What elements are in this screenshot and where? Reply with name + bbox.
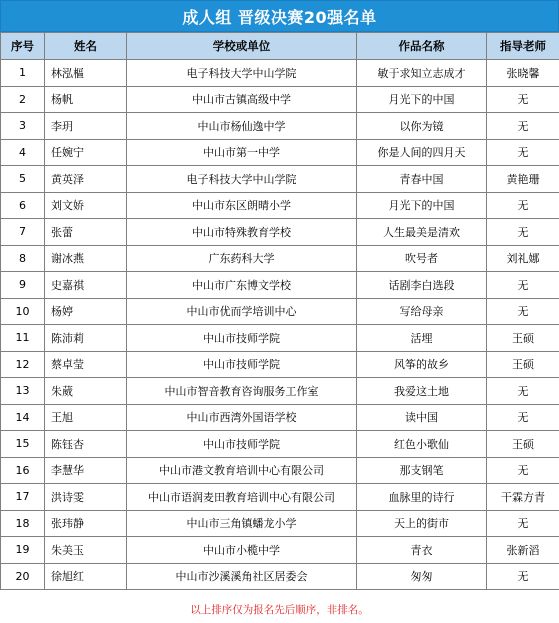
cell-name: 黄英泽 [45, 166, 127, 193]
cell-teacher: 张晓馨 [487, 60, 559, 87]
cell-work-title: 活埋 [357, 325, 487, 352]
cell-work-title: 月光下的中国 [357, 192, 487, 219]
cell-name: 史嘉祺 [45, 272, 127, 299]
cell-teacher: 张新滔 [487, 537, 559, 564]
cell-school: 中山市技师学院 [127, 351, 357, 378]
cell-school: 中山市优而学培训中心 [127, 298, 357, 325]
cell-teacher: 无 [487, 298, 559, 325]
header-school: 学校或单位 [127, 33, 357, 60]
sheet-title: 成人组 晋级决赛20强名单 [0, 0, 559, 32]
table-row [1, 298, 559, 325]
cell-work-title: 风筝的故乡 [357, 351, 487, 378]
table-row [1, 60, 559, 87]
cell-work-title: 人生最美是清欢 [357, 219, 487, 246]
cell-index: 8 [1, 245, 45, 272]
cell-index: 11 [1, 325, 45, 352]
table-row [1, 378, 559, 405]
cell-teacher: 干霖方青 [487, 484, 559, 511]
cell-teacher: 王硕 [487, 325, 559, 352]
cell-teacher: 刘礼娜 [487, 245, 559, 272]
cell-name: 张玮静 [45, 510, 127, 537]
cell-index: 13 [1, 378, 45, 405]
cell-work-title: 匆匆 [357, 563, 487, 590]
table-row [1, 510, 559, 537]
cell-school: 中山市东区朗晴小学 [127, 192, 357, 219]
cell-index: 17 [1, 484, 45, 511]
cell-teacher: 黄艳珊 [487, 166, 559, 193]
cell-school: 中山市西湾外国语学校 [127, 404, 357, 431]
cell-index: 20 [1, 563, 45, 590]
cell-name: 陈沛莉 [45, 325, 127, 352]
table-row [1, 484, 559, 511]
cell-school: 中山市技师学院 [127, 325, 357, 352]
cell-name: 朱葳 [45, 378, 127, 405]
cell-school: 中山市古镇高级中学 [127, 86, 357, 113]
cell-work-title: 读中国 [357, 404, 487, 431]
cell-teacher: 无 [487, 86, 559, 113]
cell-name: 李慧华 [45, 457, 127, 484]
cell-index: 3 [1, 113, 45, 140]
cell-index: 6 [1, 192, 45, 219]
cell-work-title: 以你为镜 [357, 113, 487, 140]
cell-name: 徐旭红 [45, 563, 127, 590]
cell-work-title: 血脉里的诗行 [357, 484, 487, 511]
table-row [1, 351, 559, 378]
table-row [1, 272, 559, 299]
cell-school: 电子科技大学中山学院 [127, 166, 357, 193]
cell-teacher: 无 [487, 219, 559, 246]
cell-name: 蔡卓莹 [45, 351, 127, 378]
cell-work-title: 青春中国 [357, 166, 487, 193]
cell-name: 任婉宁 [45, 139, 127, 166]
table-row [1, 86, 559, 113]
cell-teacher: 无 [487, 272, 559, 299]
table-row [1, 139, 559, 166]
cell-work-title: 写给母亲 [357, 298, 487, 325]
cell-index: 19 [1, 537, 45, 564]
cell-school: 中山市港文教育培训中心有限公司 [127, 457, 357, 484]
cell-name: 王旭 [45, 404, 127, 431]
header-work-title: 作品名称 [357, 33, 487, 60]
cell-index: 7 [1, 219, 45, 246]
header-row [1, 33, 559, 60]
cell-name: 杨帆 [45, 86, 127, 113]
cell-school: 中山市小榄中学 [127, 537, 357, 564]
cell-work-title: 那支钢笔 [357, 457, 487, 484]
cell-work-title: 天上的街市 [357, 510, 487, 537]
cell-teacher: 无 [487, 563, 559, 590]
table-row [1, 431, 559, 458]
table-row [1, 537, 559, 564]
cell-name: 陈钰杏 [45, 431, 127, 458]
cell-name: 刘文娇 [45, 192, 127, 219]
header-teacher: 指导老师 [487, 33, 559, 60]
cell-school: 电子科技大学中山学院 [127, 60, 357, 87]
cell-school: 广东药科大学 [127, 245, 357, 272]
table-row [1, 219, 559, 246]
cell-school: 中山市广东博文学校 [127, 272, 357, 299]
cell-school: 中山市智音教育咨询服务工作室 [127, 378, 357, 405]
table-row [1, 245, 559, 272]
cell-index: 5 [1, 166, 45, 193]
cell-teacher: 无 [487, 378, 559, 405]
cell-name: 杨婷 [45, 298, 127, 325]
cell-index: 18 [1, 510, 45, 537]
table-row [1, 404, 559, 431]
header-index: 序号 [1, 33, 45, 60]
table-row [1, 166, 559, 193]
cell-name: 洪诗雯 [45, 484, 127, 511]
cell-school: 中山市三角镇蟠龙小学 [127, 510, 357, 537]
cell-work-title: 月光下的中国 [357, 86, 487, 113]
cell-index: 4 [1, 139, 45, 166]
cell-teacher: 无 [487, 113, 559, 140]
cell-index: 9 [1, 272, 45, 299]
cell-index: 10 [1, 298, 45, 325]
cell-school: 中山市语润麦田教育培训中心有限公司 [127, 484, 357, 511]
cell-work-title: 红色小歌仙 [357, 431, 487, 458]
cell-teacher: 无 [487, 510, 559, 537]
cell-school: 中山市沙溪溪角社区居委会 [127, 563, 357, 590]
cell-work-title: 青衣 [357, 537, 487, 564]
cell-work-title: 敏于求知立志成才 [357, 60, 487, 87]
cell-index: 15 [1, 431, 45, 458]
cell-name: 张蕾 [45, 219, 127, 246]
table-row [1, 563, 559, 590]
cell-work-title: 你是人间的四月天 [357, 139, 487, 166]
ranking-note: 以上排序仅为报名先后顺序，非排名。 [190, 604, 369, 616]
cell-teacher: 王硕 [487, 351, 559, 378]
cell-index: 14 [1, 404, 45, 431]
cell-school: 中山市第一中学 [127, 139, 357, 166]
cell-teacher: 无 [487, 192, 559, 219]
table-row [1, 457, 559, 484]
cell-index: 16 [1, 457, 45, 484]
table-row [1, 325, 559, 352]
cell-school: 中山市杨仙逸中学 [127, 113, 357, 140]
table-row [1, 113, 559, 140]
cell-teacher: 无 [487, 404, 559, 431]
finalists-table [0, 32, 559, 590]
cell-teacher: 王硕 [487, 431, 559, 458]
cell-index: 1 [1, 60, 45, 87]
table-row [1, 192, 559, 219]
cell-work-title: 话剧李白选段 [357, 272, 487, 299]
cell-school: 中山市技师学院 [127, 431, 357, 458]
cell-teacher: 无 [487, 139, 559, 166]
cell-teacher: 无 [487, 457, 559, 484]
cell-school: 中山市特殊教育学校 [127, 219, 357, 246]
cell-name: 林泓樞 [45, 60, 127, 87]
cell-work-title: 吹号者 [357, 245, 487, 272]
cell-name: 李玥 [45, 113, 127, 140]
cell-index: 2 [1, 86, 45, 113]
cell-work-title: 我爱这土地 [357, 378, 487, 405]
cell-name: 谢冰燕 [45, 245, 127, 272]
cell-index: 12 [1, 351, 45, 378]
cell-name: 朱美玉 [45, 537, 127, 564]
header-name: 姓名 [45, 33, 127, 60]
